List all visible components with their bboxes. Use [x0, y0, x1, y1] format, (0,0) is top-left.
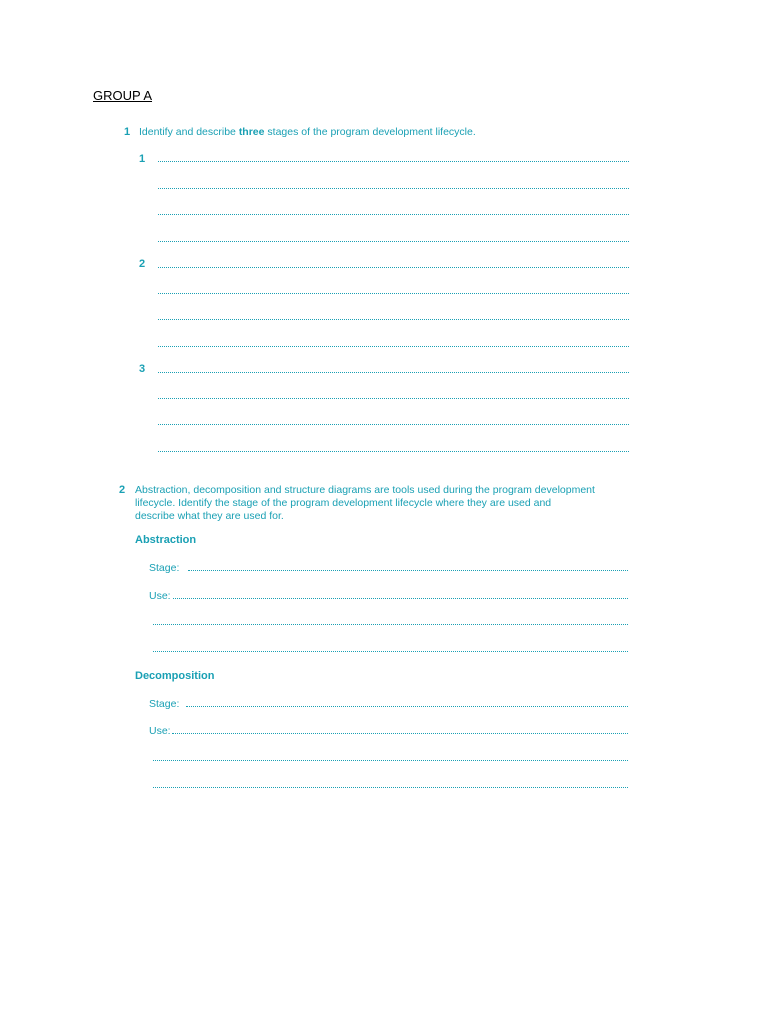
- answer-line[interactable]: [158, 346, 629, 347]
- answer-line[interactable]: [158, 214, 629, 215]
- use-label: Use:: [149, 725, 171, 737]
- question-2-number: 2: [119, 484, 126, 496]
- use-answer-line[interactable]: [153, 760, 628, 761]
- stage-answer-line[interactable]: [188, 570, 628, 571]
- answer-line[interactable]: [158, 161, 629, 162]
- answer-line[interactable]: [158, 424, 629, 425]
- stage-label: Stage:: [149, 562, 180, 574]
- question-1-text-bold: three: [238, 126, 265, 138]
- use-answer-line[interactable]: [153, 624, 628, 625]
- section-heading-decomposition: Decomposition: [135, 670, 215, 682]
- use-answer-line[interactable]: [153, 787, 628, 788]
- question-1-text: [139, 126, 476, 139]
- question-2-text-line-1: Abstraction, decomposition and structure diagrams are tools used during the program development: [135, 484, 595, 496]
- section-heading-abstraction: Abstraction: [135, 534, 197, 546]
- question-1-number: 1: [124, 126, 131, 138]
- answer-line[interactable]: [158, 267, 629, 268]
- question-2-text-line-3: describe what they are used for.: [135, 510, 284, 522]
- use-answer-line[interactable]: [173, 598, 628, 599]
- stage-answer-line[interactable]: [186, 706, 628, 707]
- answer-line[interactable]: [158, 188, 629, 189]
- answer-item-number: 1: [139, 153, 146, 165]
- answer-line[interactable]: [158, 293, 629, 294]
- answer-item-number: 3: [139, 363, 146, 375]
- answer-line[interactable]: [158, 241, 629, 242]
- question-2-text-line-2: lifecycle. Identify the stage of the program development lifecycle where they are used and: [135, 497, 552, 509]
- question-1-text-end: stages of the program development lifecycle.: [264, 126, 476, 138]
- group-title: GROUP A: [93, 88, 153, 103]
- use-label: Use:: [149, 590, 171, 602]
- use-answer-line[interactable]: [172, 733, 628, 734]
- question-1-text-start: Identify and describe: [139, 126, 239, 138]
- answer-line[interactable]: [158, 398, 629, 399]
- answer-item-number: 2: [139, 258, 146, 270]
- use-answer-line[interactable]: [153, 651, 628, 652]
- answer-line[interactable]: [158, 372, 629, 373]
- answer-line[interactable]: [158, 451, 629, 452]
- answer-line[interactable]: [158, 319, 629, 320]
- stage-label: Stage:: [149, 698, 180, 710]
